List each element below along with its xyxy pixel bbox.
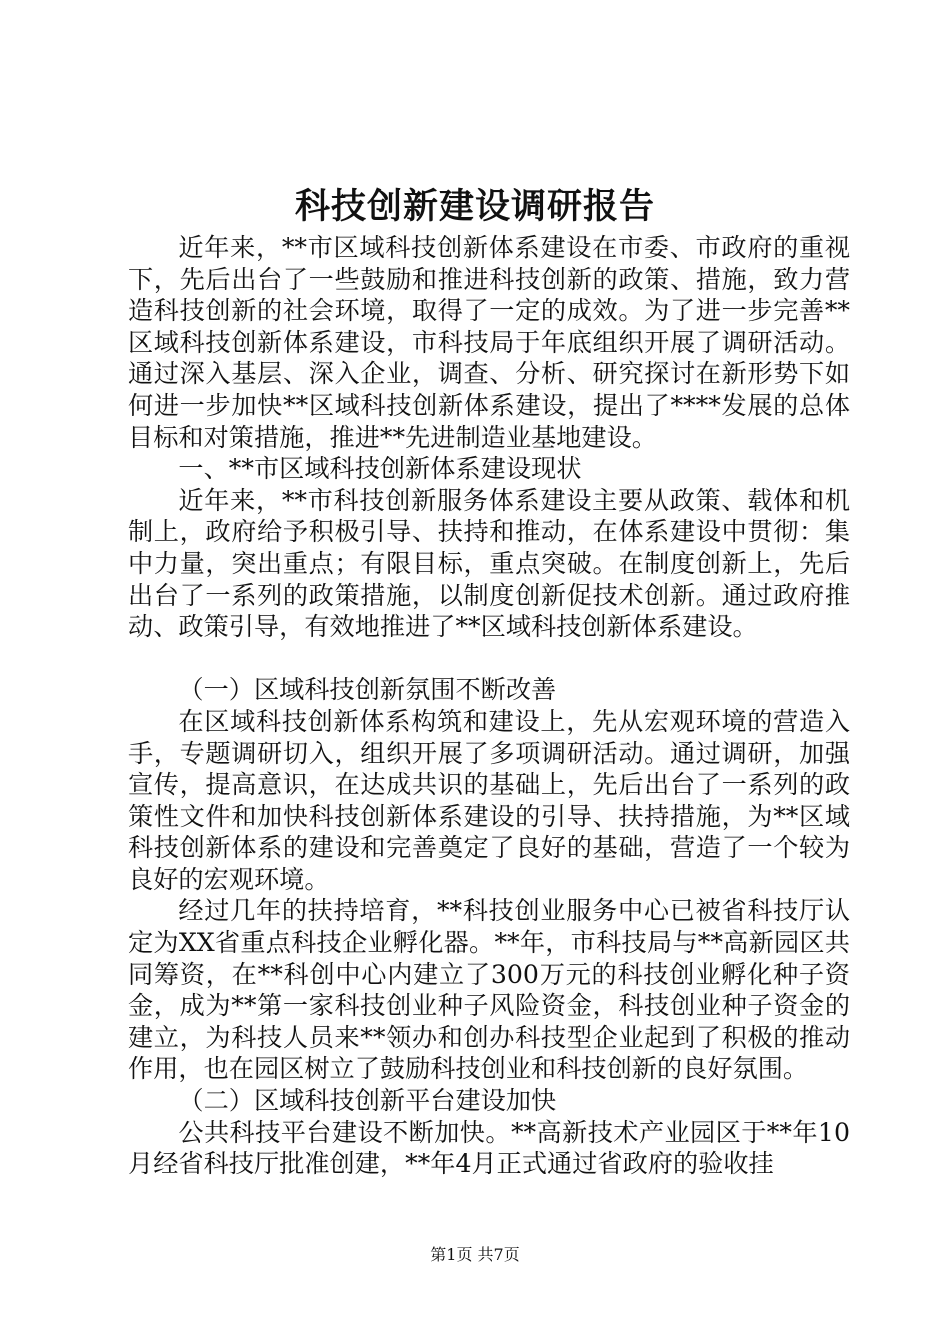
subsection-1-paragraph-1: 在区域科技创新体系构筑和建设上，先从宏观环境的营造入手，专题调研切入，组织开展了多项调研活动。通过调研，加强宣传，提高意识，在达成共识的基础上，先后出台了一系列的政策性文件和加快科技创新体系建设的引导、扶持措施，为**区域科技创新体系的建设和完善奠定了良好的基础，营造了一个较为良好的宏观环境。 — [128, 706, 850, 894]
document-title: 科技创新建设调研报告 — [294, 186, 655, 227]
subsection-1-paragraph-2: 经过几年的扶持培育，**科技创业服务中心已被省科技厅认定为XX省重点科技企业孵化器。**年，市科技局与**高新园区共同筹资，在**科创中心内建立了300万元的科技创业孵化种子资金，成为**第一家科技创业种子风险资金，科技创业种子资金的建立，为科技人员来**领办和创办科技型企业起到了积极的推动作用，也在园区树立了鼓励科技创业和科技创新的良好氛围。 — [128, 896, 850, 1084]
page-number: 第1页 共7页 — [430, 1245, 520, 1264]
subsection-heading-1: （一）区域科技创新氛围不断改善 — [178, 675, 557, 705]
section-heading-1: 一、**市区域科技创新体系建设现状 — [178, 454, 582, 484]
section-1-paragraph: 近年来，**市科技创新服务体系建设主要从政策、载体和机制上，政府给予积极引导、扶持和推动，在体系建设中贯彻：集中力量，突出重点；有限目标，重点突破。在制度创新上，先后出台了一系列的政策措施，以制度创新促技术创新。通过政府推动、政策引导，有效地推进了**区域科技创新体系建设。 — [128, 485, 850, 642]
subsection-2-paragraph-1: 公共科技平台建设不断加快。**高新技术产业园区于**年10月经省科技厅批准创建，**年4月正式通过省政府的验收挂 — [128, 1117, 850, 1179]
subsection-heading-2: （二）区域科技创新平台建设加快 — [178, 1086, 557, 1116]
intro-paragraph: 近年来，**市区域科技创新体系建设在市委、市政府的重视下，先后出台了一些鼓励和推进科技创新的政策、措施，致力营造科技创新的社会环境，取得了一定的成效。为了进一步完善**区域科技创新体系建设，市科技局于年底组织开展了调研活动。通过深入基层、深入企业，调查、分析、研究探讨在新形势下如何进一步加快**区域科技创新体系建设，提出了****发展的总体目标和对策措施，推进**先进制造业基地建设。 — [128, 233, 850, 452]
document-body — [128, 232, 850, 1180]
